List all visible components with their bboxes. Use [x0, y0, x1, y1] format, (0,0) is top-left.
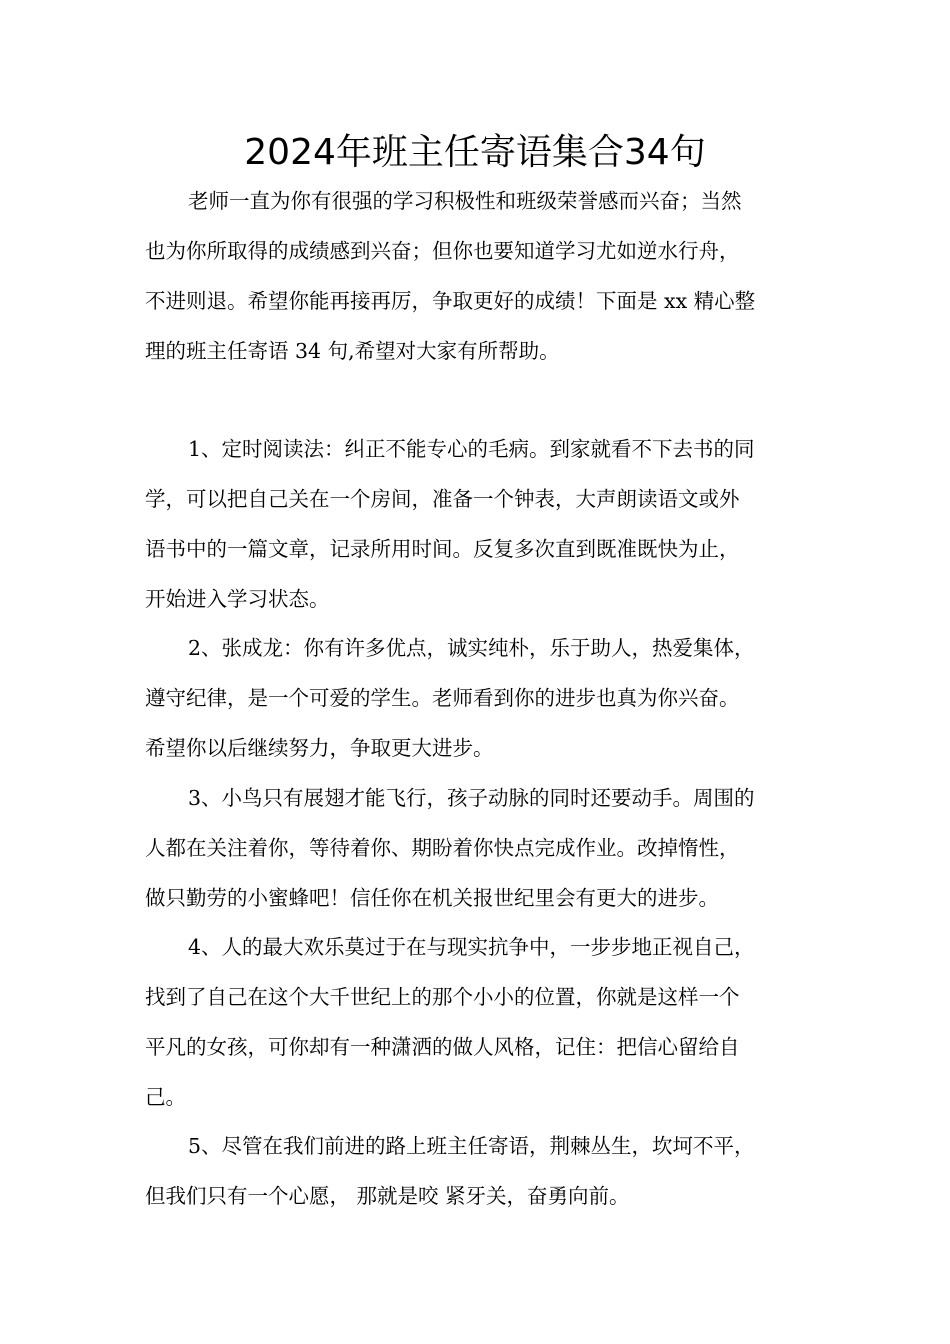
text-line: 3、小鸟只有展翅才能飞行，孩子动脉的同时还要动手。周围的	[188, 786, 755, 810]
text-line: 语书中的一篇文章，记录所用时间。反复多次直到既准既快为止，	[145, 537, 740, 561]
text-line: 老师一直为你有很强的学习积极性和班级荣誉感而兴奋；当然	[188, 189, 742, 213]
text-line: 1、定时阅读法：纠正不能专心的毛病。到家就看不下去书的同	[188, 437, 755, 461]
text-line: 不进则退。希望你能再接再厉，争取更好的成绩！下面是 xx 精心整	[145, 289, 756, 313]
text-line: 但我们只有一个心愿， 那就是咬 紧牙关，奋勇向前。	[145, 1184, 630, 1208]
text-line: 遵守纪律，是一个可爱的学生。老师看到你的进步也真为你兴奋。	[145, 686, 740, 710]
text-line: 找到了自己在这个大千世纪上的那个小小的位置，你就是这样一个	[145, 985, 740, 1009]
text-line: 5、尽管在我们前进的路上班主任寄语，荆棘丛生，坎坷不平，	[188, 1134, 755, 1158]
text-line: 也为你所取得的成绩感到兴奋；但你也要知道学习尤如逆水行舟，	[145, 239, 740, 263]
text-line: 学，可以把自己关在一个房间，准备一个钟表，大声朗读语文或外	[145, 487, 740, 511]
text-line: 己。	[145, 1085, 186, 1109]
text-line: 做只勤劳的小蜜蜂吧！信任你在机关报世纪里会有更大的进步。	[145, 886, 719, 910]
text-line: 理的班主任寄语 34 句,希望对大家有所帮助。	[145, 339, 560, 363]
text-line: 2、张成龙：你有许多优点，诚实纯朴，乐于助人，热爱集体，	[188, 636, 755, 660]
text-line: 4、人的最大欢乐莫过于在与现实抗争中，一步步地正视自己，	[188, 935, 755, 959]
document-title: 2024年班主任寄语集合34句	[244, 132, 706, 173]
text-line: 人都在关注着你，等待着你、期盼着你快点完成作业。改掉惰性，	[145, 836, 740, 860]
text-line: 希望你以后继续努力，争取更大进步。	[145, 736, 494, 760]
text-line: 平凡的女孩，可你却有一种潇洒的做人风格，记住：把信心留给自	[145, 1035, 740, 1059]
text-line: 开始进入学习状态。	[145, 587, 330, 611]
